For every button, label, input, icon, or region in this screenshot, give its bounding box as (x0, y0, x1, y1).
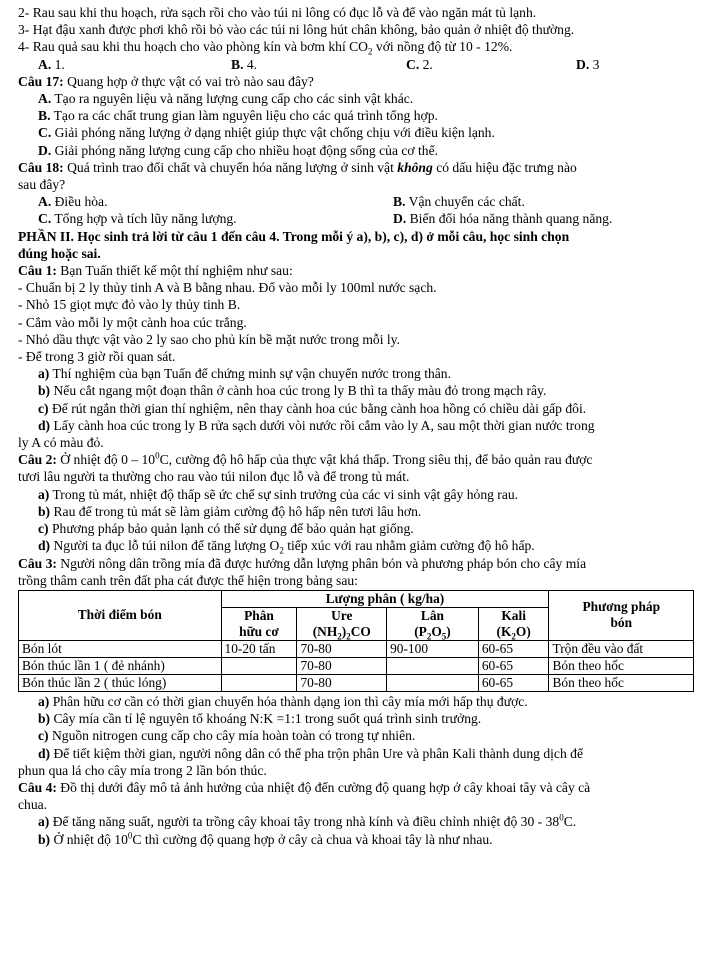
cell-potassium: 60-65 (478, 640, 549, 657)
header-organic: Phân hữu cơ (221, 607, 297, 640)
c1-question: Câu 1: Bạn Tuấn thiết kế một thí nghiệm như sau: (18, 263, 293, 279)
c2-item-c: c) Phương pháp bảo quản lạnh có thể sử dụng để bảo quản hạt giống. (38, 521, 414, 537)
c2-item-a: a) Trong tủ mát, nhiệt độ thấp sẽ ức chế sự sinh trưởng của các vi sinh vật gây hỏng rau. (38, 486, 519, 502)
table-row (19, 657, 694, 674)
q18-option-a: A. Điều hòa. (38, 194, 108, 210)
cell-urea: 70-80 (297, 640, 387, 657)
c1-item-b: b) Nếu cắt ngang một đoạn thân ở cành hoa cúc trong ly B thì ta thấy màu đỏ trong mạch rây. (38, 383, 547, 399)
header-phosphate: Lân $(P_2O_5)$ (387, 607, 479, 640)
c1-step: - Để trong 3 giờ rồi quan sát. (18, 349, 176, 365)
question-18: Câu 18: Quá trình trao đổi chất và chuyển hóa năng lượng ở sinh vật không có dấu hiệu đặc trưng nào (18, 159, 577, 175)
cell-organic (221, 657, 297, 674)
cell-method: Trộn đều vào đất (549, 640, 694, 657)
q17-option-d: D. Giải phóng năng lượng cung cấp cho nhiều hoạt động sống của cơ thể. (38, 142, 439, 158)
option-b: B. 4. (231, 56, 258, 72)
header-time: Thời điểm bón (19, 590, 222, 640)
c4-question-cont: chua. (18, 797, 48, 813)
question-18-cont: sau đây? (18, 177, 66, 193)
q18-options-row1 (18, 193, 698, 210)
cell-time: Bón thúc lần 2 ( thúc lóng) (19, 674, 222, 691)
cell-potassium: 60-65 (478, 657, 549, 674)
q18-option-d: D. Biến đổi hóa năng thành quang năng. (393, 211, 613, 227)
c1-item-d-cont: ly A có màu đỏ. (18, 435, 104, 451)
option-a: A. 1. (38, 56, 65, 72)
cell-time: Bón thúc lần 1 ( đẻ nhánh) (19, 657, 222, 674)
c4-item-b: b) Ở nhiệt độ $10^0C$ thì cường độ quang hợp ở cây cà chua và khoai tây là như nhau. (38, 830, 493, 847)
cell-time: Bón lót (19, 640, 222, 657)
c2-item-d: d) Người ta đục lỗ túi nilon để tăng lượng $O_2$ tiếp xúc với rau nhằm giảm cường độ hô hấp. (38, 538, 535, 557)
cell-organic (221, 674, 297, 691)
header-potassium: Kali $(K_2O)$ (478, 607, 549, 640)
c1-item-c: c) Để rút ngắn thời gian thí nghiệm, nên thay cành hoa cúc bằng cành hoa hồng có chiều dài gấp đôi. (38, 400, 587, 416)
cell-phosphate (387, 657, 479, 674)
c1-step: - Nhỏ dầu thực vật vào 2 ly sao cho phủ kín bề mặt nước trong mỗi ly. (18, 331, 400, 347)
option-c: C. 2. (406, 56, 433, 72)
c3-item-a: a) Phân hữu cơ cần có thời gian chuyển hóa thành dạng ion thì cây mía mới hấp thụ được. (38, 693, 528, 709)
header-urea: Ure $(NH_2)_2CO$ (297, 607, 387, 640)
part2-heading: PHẦN II. Học sinh trả lời từ câu 1 đến câu 4. Trong mỗi ý a), b), c), d) ở mỗi câu, học sinh chọn (18, 228, 570, 244)
cell-phosphate (387, 674, 479, 691)
c1-step: - Nhỏ 15 giọt mực đỏ vào ly thủy tinh B. (18, 297, 241, 313)
text-line: 2- Rau sau khi thu hoạch, rửa sạch rồi cho vào túi ni lông có đục lỗ và để vào ngăn mát tủ lạnh. (18, 5, 537, 20)
c2-item-b: b) Rau để trong tủ mát sẽ làm giảm cường độ hô hấp nên tươi lâu hơn. (38, 503, 422, 519)
q18-options-row2 (18, 210, 698, 227)
cell-potassium: 60-65 (478, 674, 549, 691)
c3-question: Câu 3: Người nông dân trồng mía đã được hướng dẫn lượng phân bón và phương pháp bón cho cây mía (18, 555, 587, 571)
question-17: Câu 17: Quang hợp ở thực vật có vai trò nào sau đây? (18, 73, 314, 89)
option-d: D. 3 (576, 56, 600, 72)
c3-item-b: b) Cây mía cần tỉ lệ nguyên tố khoáng N:K =1:1 trong suốt quá trình sinh trưởng. (38, 711, 482, 727)
c3-item-d-cont: phun qua lá cho cây mía trong 2 lần bón thúc. (18, 762, 267, 778)
q16-options (18, 56, 698, 73)
header-method: Phương pháp bón (549, 590, 694, 640)
q17-option-b: B. Tạo ra các chất trung gian làm nguyên liệu cho các quá trình tổng hợp. (38, 108, 438, 124)
table-row (19, 640, 694, 657)
exam-page (18, 4, 698, 848)
c3-item-d: d) Để tiết kiệm thời gian, người nông dân có thể pha trộn phân Ure và phân Kali thành dung dịch để (38, 745, 583, 761)
header-amount: Lượng phân ( kg/ha) (221, 590, 549, 607)
c2-question: Câu 2: Ở nhiệt độ $0 - 10^0C$, cường độ hô hấp của thực vật khá thấp. Trong siêu thị, để bảo quản rau được (18, 450, 593, 468)
q17-option-c: C. Giải phóng năng lượng ở dạng nhiệt giúp thực vật chống chịu với điều kiện lạnh. (38, 125, 495, 141)
c2-question-cont: tươi lâu người ta thường cho rau vào túi nilon đục lỗ và để trong tủ mát. (18, 469, 410, 485)
q18-option-b: B. Vận chuyển các chất. (393, 194, 525, 210)
c1-step: - Cắm vào mỗi ly một cành hoa cúc trắng. (18, 314, 247, 330)
part2-heading-cont: đúng hoặc sai. (18, 245, 101, 261)
cell-organic: 10-20 tấn (221, 640, 297, 657)
table-row (19, 674, 694, 691)
cell-urea: 70-80 (297, 657, 387, 674)
c3-question-cont: trồng thâm canh trên đất pha cát được thể hiện trong bảng sau: (18, 572, 358, 588)
c1-item-d: d) Lấy cành hoa cúc trong ly B rửa sạch dưới vòi nước rồi cắm vào ly A, sau một thời gian nước trong (38, 417, 595, 433)
text-line: 4- Rau quả sau khi thu hoạch cho vào phòng kín và bơm khí $CO_2$ với nồng độ từ 10 - 12%. (18, 39, 513, 58)
q18-option-c: C. Tổng hợp và tích lũy năng lượng. (38, 211, 237, 227)
text-line: 3- Hạt đậu xanh được phơi khô rồi bỏ vào các túi ni lông hút chân không, bảo quản ở nhiệt độ thường. (18, 22, 575, 38)
c4-question: Câu 4: Đồ thị dưới đây mô tả ảnh hưởng của nhiệt độ đến cường độ quang hợp ở cây khoai tây và cây cà (18, 779, 591, 795)
q17-option-a: A. Tạo ra nguyên liệu và năng lượng cung cấp cho các sinh vật khác. (38, 91, 414, 107)
cell-urea: 70-80 (297, 674, 387, 691)
c1-item-a: a) Thí nghiệm của bạn Tuấn để chứng minh sự vận chuyển nước trong thân. (38, 366, 452, 382)
c4-item-a: a) Để tăng năng suất, người ta trồng cây khoai tây trong nhà kính và điều chỉnh nhiệt độ $30 - 38^0C$. (38, 812, 577, 830)
cell-method: Bón theo hốc (549, 657, 694, 674)
fertilizer-table (18, 590, 694, 692)
c3-item-c: c) Nguồn nitrogen cung cấp cho cây mía hoàn toàn có trong tự nhiên. (38, 728, 416, 744)
cell-phosphate: 90-100 (387, 640, 479, 657)
c1-step: - Chuẩn bị 2 ly thủy tinh A và B bằng nhau. Đổ vào mỗi ly 100ml nước sạch. (18, 280, 437, 296)
cell-method: Bón theo hốc (549, 674, 694, 691)
